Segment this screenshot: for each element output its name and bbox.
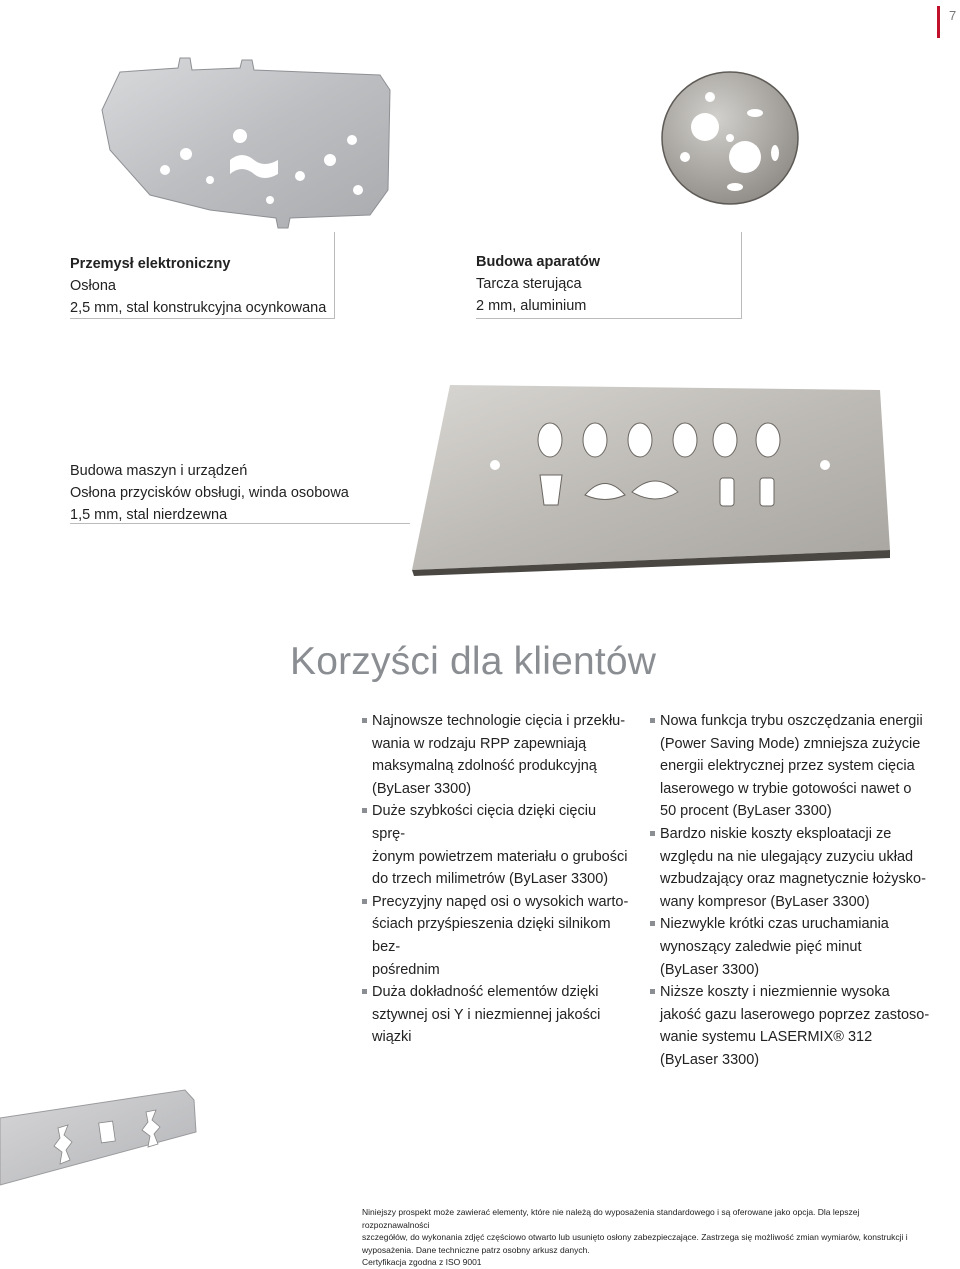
caption-title: Przemysł elektroniczny — [70, 256, 231, 272]
photo-control-disc — [655, 65, 805, 215]
photo-button-panel — [400, 380, 900, 580]
caption-line: Osłona — [70, 278, 116, 294]
footer-disclaimer: Niniejszy prospekt może zawierać elementy, które nie należą do wyposażenia standardowego i są oferowane jako opcja. Dla lepszej rozpoznawalności szczegółów, do wykonania zdjęć częściowo otwarto lub usunięto osłony zabezpieczające. Zastrzega się możliwość zmian wymiarów, konstrukcji i wyposażenia. Dane techniczne patrz osobny arkusz danych. — [362, 1207, 908, 1255]
page-number — [937, 6, 957, 36]
caption-electronics — [70, 253, 330, 319]
benefit-item: Bardzo niskie koszty eksploatacji ze względu na nie ulegający zuzyciu układ wzbudzający oraz magnetycznie łożysko- wany kompresor (ByLaser 3300) — [650, 823, 940, 913]
caption-line: 2,5 mm, stal konstrukcyjna ocynkowana — [70, 300, 327, 316]
benefit-item: Nowa funkcja trybu oszczędzania energii (Power Saving Mode) zmniejsza zużycie energii elektrycznej przez system cięcia laserowego w trybie gotowości nawet o 50 procent (ByLaser 3300) — [650, 710, 940, 823]
benefit-item: Precyzyjny napęd osi o wysokich warto- ściach przyśpieszenia dzięki silnikom bez- pośrednim — [362, 891, 632, 981]
caption-machines — [70, 460, 410, 526]
caption-apparatus — [476, 251, 736, 317]
benefit-item: Najnowsze technologie cięcia i przekłu- wania w rodzaju RPP zapewniają maksymalną zdolność produkcyjną (ByLaser 3300) — [362, 710, 632, 800]
benefit-item: Duże szybkości cięcia dzięki cięciu sprę- żonym powietrzem materiału o grubości do trzech milimetrów (ByLaser 3300) — [362, 800, 632, 890]
caption-divider — [741, 232, 742, 318]
caption-line: 2 mm, aluminium — [476, 298, 587, 314]
caption-line: Tarcza sterująca — [476, 276, 582, 292]
caption-title: Budowa maszyn i urządzeń — [70, 463, 248, 479]
caption-divider — [476, 318, 742, 319]
benefit-item: Niższe koszty i niezmiennie wysoka jakość gazu laserowego poprzez zastoso- wanie systemu LASERMIX® 312 (ByLaser 3300) — [650, 981, 940, 1071]
benefit-item: Duża dokładność elementów dzięki sztywnej osi Y i niezmiennej jakości wiązki — [362, 981, 632, 1049]
caption-divider — [70, 523, 410, 524]
caption-divider — [70, 318, 335, 319]
benefits-left-column — [362, 710, 632, 1049]
certification-note: Certyfikacja zgodna z ISO 9001 — [362, 1257, 482, 1267]
caption-divider — [334, 232, 335, 318]
photo-metal-strip — [0, 1080, 220, 1190]
caption-title: Budowa aparatów — [476, 254, 601, 270]
section-heading: Korzyści dla klientów — [290, 640, 657, 683]
photo-sheet-metal-cover — [90, 50, 410, 250]
accent-bar — [937, 6, 940, 38]
caption-line: Osłona przycisków obsługi, winda osobowa — [70, 485, 349, 501]
caption-line: 1,5 mm, stal nierdzewna — [70, 507, 228, 523]
benefit-item: Niezwykle krótki czas uruchamiania wynoszący zaledwie pięć minut (ByLaser 3300) — [650, 913, 940, 981]
benefits-right-column — [650, 710, 940, 1072]
page-number-text: 7 — [949, 8, 957, 23]
